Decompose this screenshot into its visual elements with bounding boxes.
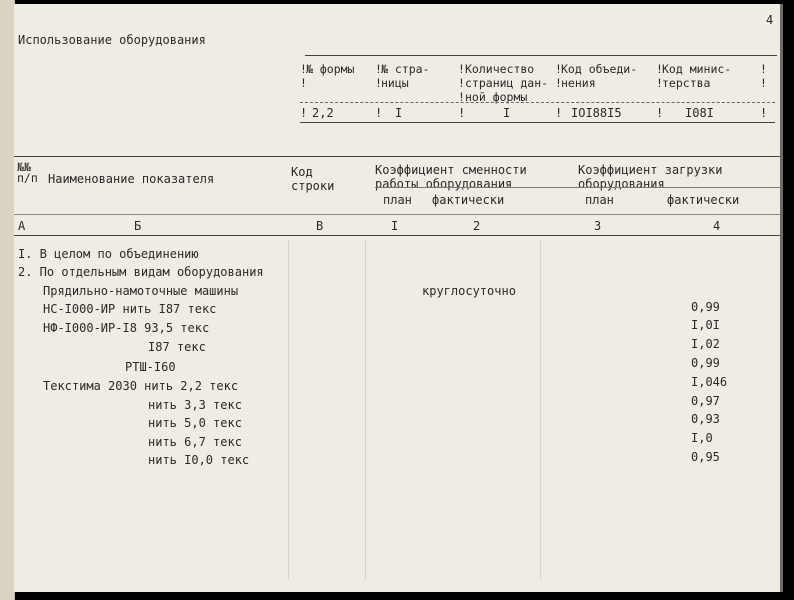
page-edge xyxy=(780,4,783,592)
form-box-mid-rule xyxy=(300,102,775,103)
column-guide xyxy=(540,240,541,580)
form-values-sep-3: ! xyxy=(458,106,466,120)
column-letter-4: 4 xyxy=(713,219,721,233)
load-fact-value: 0,99 xyxy=(691,356,720,370)
association-code-sep: ! ! xyxy=(555,62,562,90)
load-fact-value: 0,95 xyxy=(691,450,720,464)
pages-count-header: Количество страниц дан- ной формы xyxy=(465,62,549,104)
load-fact-value: I,0 xyxy=(691,431,713,445)
load-fact-value: 0,99 xyxy=(691,300,720,314)
shift-plan-header: план xyxy=(383,193,412,207)
form-no-header: № формы xyxy=(306,62,355,76)
binding-strip xyxy=(0,0,15,600)
table-row-label: РТШ-I60 xyxy=(125,360,176,374)
load-coefficient-header: Коэффициент загрузки оборудования xyxy=(578,163,723,191)
load-fact-value: I,046 xyxy=(691,375,728,389)
form-values-seps: ! xyxy=(300,106,308,120)
load-fact-value: 0,97 xyxy=(691,394,720,408)
indicator-name-header: Наименование показателя xyxy=(48,172,215,186)
load-fact-value: 0,93 xyxy=(691,412,720,426)
table-row-label: нить 5,0 текс xyxy=(148,416,242,430)
row-code-header: Код строки xyxy=(291,165,335,193)
form-no-sep: ! ! xyxy=(300,62,307,90)
table-row-label: Текстима 2030 нить 2,2 текс xyxy=(43,379,239,393)
table-row-label: Прядильно-намоточные машины xyxy=(43,284,239,298)
pages-count-sep: ! ! ! xyxy=(458,62,465,104)
shift-fact-value: круглосуточно xyxy=(422,284,516,298)
shift-fact-header: фактически xyxy=(432,193,505,207)
load-fact-value: I,02 xyxy=(691,337,720,351)
load-plan-header: план xyxy=(585,193,614,207)
form-box-top-rule xyxy=(305,55,777,56)
column-letter-1: I xyxy=(391,219,399,233)
column-letter-2: 2 xyxy=(473,219,481,233)
association-code-value: IOI88I5 xyxy=(571,106,622,120)
letters-top-rule xyxy=(14,214,780,215)
page-number: 4 xyxy=(766,13,774,27)
table-row-label: I. В целом по объединению xyxy=(18,247,199,261)
pages-count-value: I xyxy=(503,106,511,120)
table-row-label: НФ-I000-ИР-I8 93,5 текс xyxy=(43,321,210,335)
load-fact-value: I,0I xyxy=(691,318,720,332)
table-top-rule xyxy=(14,156,780,157)
coefficient-sub-rule xyxy=(375,187,781,188)
column-guide xyxy=(288,240,289,580)
ministry-code-sep: ! ! xyxy=(656,62,663,90)
section-title: Использование оборудования xyxy=(18,33,206,47)
document-page xyxy=(14,4,780,592)
column-letter-v: В xyxy=(316,219,324,233)
page-no-sep: ! ! xyxy=(375,62,382,90)
table-row-label: нить 3,3 текс xyxy=(148,398,242,412)
column-guide xyxy=(365,240,366,580)
page-no-header: № стра- ницы xyxy=(381,62,430,90)
form-box-bottom-rule xyxy=(300,122,775,123)
form-values-sep-6: ! xyxy=(760,106,768,120)
column-letter-a: А xyxy=(18,219,26,233)
table-row-label: 2. По отдельным видам оборудования xyxy=(18,265,264,279)
column-letter-b: Б xyxy=(134,219,142,233)
form-values-sep-5: ! xyxy=(656,106,664,120)
form-box-right-sep: ! ! xyxy=(760,62,767,90)
table-row-label: нить I0,0 текс xyxy=(148,453,250,467)
form-values-sep-2: ! xyxy=(375,106,383,120)
ministry-code-value: I08I xyxy=(685,106,714,120)
table-row-label: нить 6,7 текс xyxy=(148,435,242,449)
table-row-label: I87 текс xyxy=(148,340,206,354)
row-number-header: №№ п/п xyxy=(17,160,38,185)
load-fact-header: фактически xyxy=(667,193,740,207)
letters-bottom-rule xyxy=(14,235,780,236)
table-row-label: НС-I000-ИР нить I87 текс xyxy=(43,302,217,316)
ministry-code-header: Код минис- терства xyxy=(662,62,732,90)
form-values-sep-4: ! xyxy=(555,106,563,120)
shift-coefficient-header: Коэффициент сменности работы оборудования xyxy=(375,163,527,191)
column-letter-3: 3 xyxy=(594,219,602,233)
form-no-value: 2,2 xyxy=(312,106,334,120)
page-no-value: I xyxy=(395,106,403,120)
association-code-header: Код объеди- нения xyxy=(561,62,638,90)
